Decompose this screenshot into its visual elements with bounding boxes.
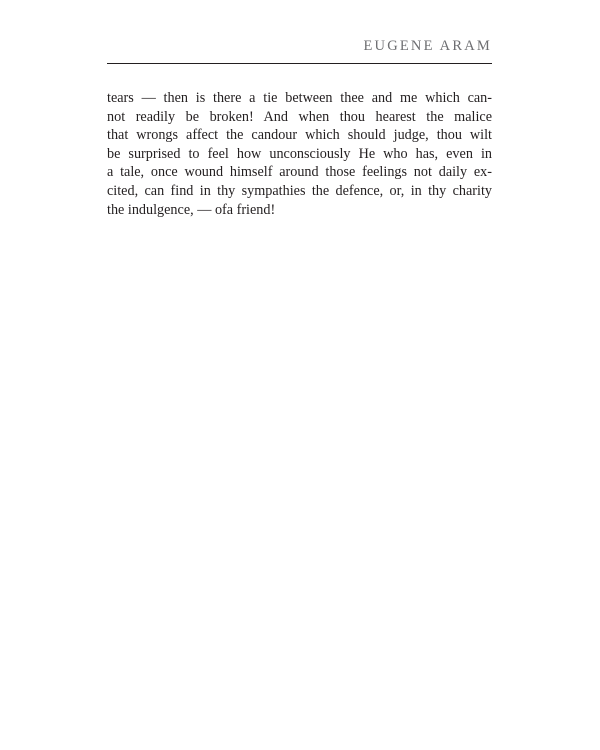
- header-rule: [107, 63, 492, 64]
- text-line: a tale, once wound himself around those feelings not daily ex-: [107, 164, 492, 181]
- text-line: the indulgence, — ofa friend!: [107, 201, 276, 218]
- text-line: tears — then is there a tie between thee and me which can-: [107, 90, 492, 106]
- text-line: that wrongs affect the candour which should judge, thou wilt: [107, 127, 492, 144]
- text-line: be surprised to feel how unconsciously He who has, even in: [107, 145, 492, 162]
- text-line: not readily be broken! And when thou hearest the malice: [107, 108, 492, 125]
- body-text: [107, 89, 492, 219]
- running-head: EUGENE ARAM: [363, 38, 492, 54]
- text-line: cited, can find in thy sympathies the defence, or, in thy charity: [107, 182, 492, 199]
